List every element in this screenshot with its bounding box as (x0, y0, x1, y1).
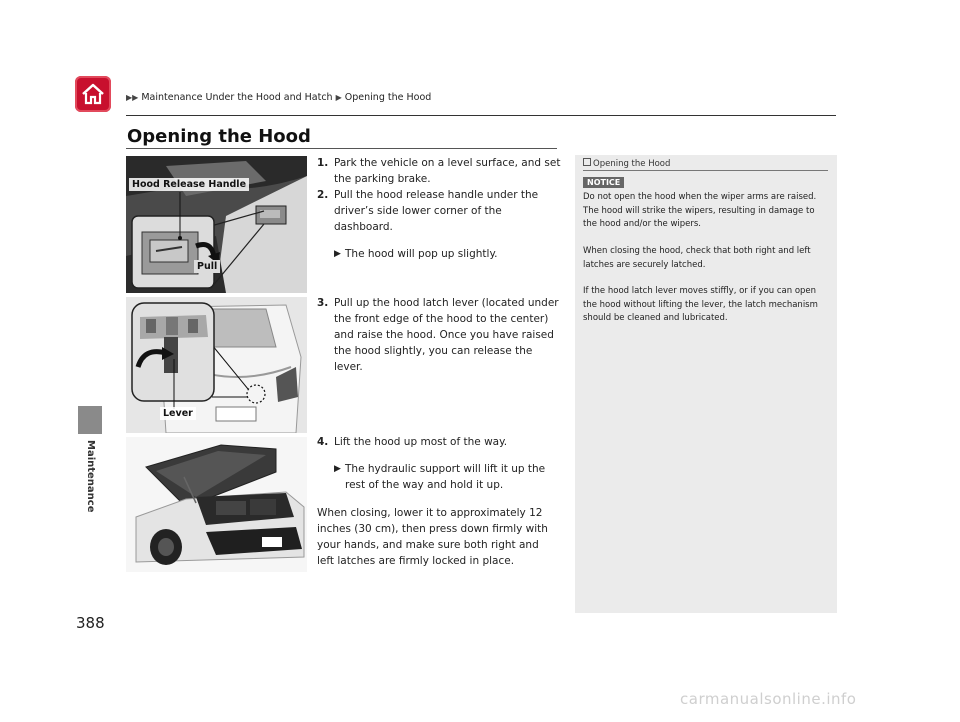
header-divider (126, 115, 836, 116)
steps-3 (317, 295, 562, 375)
breadcrumb-section-link[interactable]: Maintenance Under the Hood and Hatch (141, 92, 333, 103)
watermark: carmanualsonline.info (680, 690, 857, 708)
page-title: Opening the Hood (127, 126, 311, 147)
hood-release-handle-label: Hood Release Handle (129, 178, 249, 191)
title-divider (126, 148, 557, 149)
notice-badge: NOTICE (583, 177, 624, 188)
step-2-result (317, 246, 562, 262)
lever-label: Lever (160, 407, 196, 420)
step-4-result-text: The hydraulic support will lift it up the rest of the way and hold it up. (345, 462, 546, 491)
chevron-right-icon: ▶ (335, 93, 342, 102)
steps-4 (317, 434, 562, 569)
note-heading (583, 158, 670, 169)
result-arrow-icon: ▶ (334, 248, 341, 259)
step-4: 4. Lift the hood up most of the way. (317, 436, 508, 448)
home-button[interactable] (75, 76, 111, 112)
hood-latch-illustration (126, 297, 307, 433)
result-arrow-icon: ▶ (334, 463, 341, 474)
note-divider (583, 170, 828, 171)
chevron-right-icon: ▶▶ (126, 93, 139, 102)
step-1-text: Park the vehicle on a level surface, and set the parking brake. (334, 157, 561, 185)
note-heading-text: Opening the Hood (593, 159, 671, 169)
hood-latch-figure (126, 297, 307, 433)
step-2: 2. Pull the hood release handle under the driver’s side lower corner of the dashboard. (317, 189, 539, 233)
step-2-text: Pull the hood release handle under the driver’s side lower corner of the dashboard. (334, 189, 539, 233)
note-paragraph-1: Do not open the hood when the wiper arms are raised. The hood will strike the wipers, resulting in damage to the hood and/or the wipers. (583, 192, 817, 229)
breadcrumb-current[interactable]: Opening the Hood (344, 92, 432, 103)
step-4-result (317, 461, 562, 493)
section-tab-label: Maintenance (85, 440, 96, 513)
hood-open-figure (126, 437, 307, 572)
step-2-result-text: The hood will pop up slightly. (345, 247, 498, 260)
pull-label: Pull (194, 260, 220, 273)
step-4-text: Lift the hood up most of the way. (334, 436, 508, 448)
note-panel (575, 155, 837, 613)
step-3-text: Pull up the hood latch lever (located under the front edge of the hood to the center) and raise the hood. Once you have raised the hood slightly, you can release the lever. (334, 297, 559, 373)
hood-open-illustration (126, 437, 307, 572)
page-number: 388 (76, 614, 105, 632)
breadcrumb (126, 92, 431, 103)
closing-paragraph: When closing, lower it to approximately 12 inches (30 cm), then press down firmly with your hands, and make sure both right and left latches are firmly locked in place. (317, 506, 548, 567)
hood-release-figure (126, 156, 307, 293)
reference-icon (583, 158, 591, 166)
note-paragraph-3: If the hood latch lever moves stiffly, or if you can open the hood without lifting the lever, the latch mechanism should be cleaned and lubricated. (583, 286, 818, 323)
step-3: 3. Pull up the hood latch lever (located under the front edge of the hood to the center) and raise the hood. Once you have raised the hood slightly, you can release the lever. (317, 297, 559, 373)
steps-1-2 (317, 155, 562, 272)
section-tab-marker[interactable] (78, 406, 102, 434)
step-1: 1. Park the vehicle on a level surface, and set the parking brake. (317, 157, 561, 185)
note-paragraph-2: When closing the hood, check that both right and left latches are securely latched. (583, 246, 811, 270)
home-icon (80, 81, 106, 107)
